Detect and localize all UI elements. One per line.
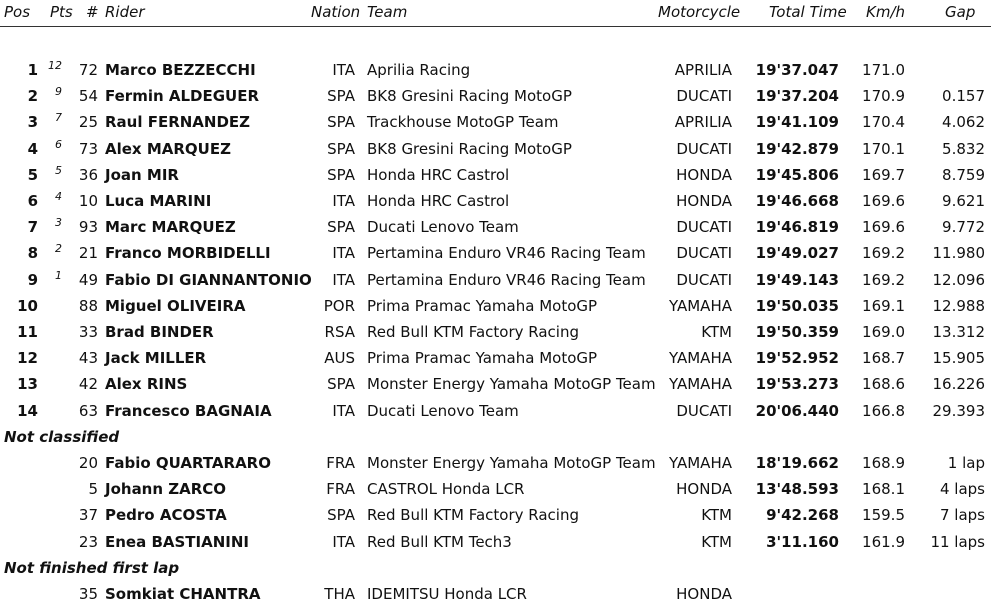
cell-team: Pertamina Enduro VR46 Racing Team [367,244,646,262]
cell-gap: 5.832 [942,140,985,158]
cell-nation: SPA [327,113,355,131]
cell-rider: Enea BASTIANINI [105,533,249,551]
cell-motorcycle: KTM [701,323,732,341]
cell-total-time: 3'11.160 [766,533,839,551]
cell-nation: ITA [332,61,355,79]
cell-nation: ITA [332,402,355,420]
cell-kmh: 169.0 [862,323,905,341]
cell-points: 6 [55,138,62,151]
cell-rider: Alex RINS [105,375,188,393]
cell-nation: SPA [327,506,355,524]
table-row [0,476,991,502]
cell-number: 5 [88,480,98,498]
cell-nation: FRA [326,454,355,472]
cell-pos: 11 [17,323,38,341]
cell-gap: 13.312 [932,323,985,341]
cell-motorcycle: APRILIA [674,113,732,131]
cell-kmh: 169.2 [862,271,905,289]
cell-team: BK8 Gresini Racing MotoGP [367,140,572,158]
cell-points: 5 [55,164,62,177]
cell-motorcycle: HONDA [676,585,732,603]
cell-rider: Jack MILLER [105,349,207,367]
cell-total-time: 19'50.035 [755,297,839,315]
cell-points: 3 [55,216,62,229]
cell-pos: 13 [17,375,38,393]
cell-nation: SPA [327,218,355,236]
cell-number: 25 [78,113,98,131]
cell-pos: 7 [27,218,38,236]
cell-total-time: 19'52.952 [755,349,839,367]
cell-number: 10 [78,192,98,210]
cell-number: 88 [78,297,98,315]
header-rider: Rider [105,3,145,21]
cell-points: 9 [55,85,62,98]
cell-kmh: 169.2 [862,244,905,262]
cell-rider: Franco MORBIDELLI [105,244,271,262]
cell-nation: SPA [327,87,355,105]
cell-rider: Pedro ACOSTA [105,506,227,524]
cell-team: Red Bull KTM Tech3 [367,533,512,551]
cell-gap: 8.759 [942,166,985,184]
cell-gap: 15.905 [932,349,985,367]
cell-total-time: 20'06.440 [755,402,839,420]
results-table-header [0,0,991,27]
cell-nation: FRA [326,480,355,498]
cell-kmh: 166.8 [862,402,905,420]
cell-number: 63 [78,402,98,420]
cell-gap: 9.772 [942,218,985,236]
cell-gap: 4.062 [942,113,985,131]
cell-kmh: 168.6 [862,375,905,393]
table-row [0,529,991,555]
cell-pos: 8 [27,244,38,262]
cell-nation: AUS [324,349,355,367]
cell-gap: 12.988 [932,297,985,315]
cell-kmh: 159.5 [862,506,905,524]
cell-number: 20 [78,454,98,472]
cell-rider: Fermin ALDEGUER [105,87,260,105]
cell-kmh: 169.1 [862,297,905,315]
cell-total-time: 9'42.268 [766,506,839,524]
cell-total-time: 19'41.109 [755,113,839,131]
cell-rider: Marco BEZZECCHI [105,61,256,79]
table-row [0,371,991,397]
section-not-finished-first-lap: Not finished first lap [4,559,180,577]
table-row [0,319,991,345]
cell-nation: POR [323,297,355,315]
cell-gap: 11 laps [930,533,985,551]
cell-number: 21 [78,244,98,262]
cell-kmh: 168.9 [862,454,905,472]
cell-motorcycle: DUCATI [676,87,732,105]
cell-gap: 0.157 [942,87,985,105]
header-motorcycle: Motorcycle [658,3,741,21]
cell-nation: ITA [332,533,355,551]
cell-points: 4 [55,190,62,203]
cell-total-time: 18'19.662 [755,454,839,472]
cell-motorcycle: DUCATI [676,218,732,236]
cell-number: 43 [78,349,98,367]
cell-nation: ITA [332,192,355,210]
cell-motorcycle: DUCATI [676,271,732,289]
cell-team: Ducati Lenovo Team [367,402,519,420]
cell-points: 1 [55,269,62,282]
cell-gap: 9.621 [942,192,985,210]
cell-rider: Joan MIR [105,166,179,184]
cell-rider: Luca MARINI [105,192,212,210]
cell-motorcycle: KTM [701,506,732,524]
cell-gap: 7 laps [939,506,985,524]
cell-team: Monster Energy Yamaha MotoGP Team [367,375,656,393]
cell-number: 36 [78,166,98,184]
cell-kmh: 169.7 [862,166,905,184]
cell-nation: ITA [332,244,355,262]
table-row [0,267,991,293]
cell-team: Red Bull KTM Factory Racing [367,323,579,341]
cell-pos: 12 [17,349,38,367]
cell-rider: Miguel OLIVEIRA [105,297,246,315]
cell-rider: Brad BINDER [105,323,214,341]
cell-motorcycle: YAMAHA [668,297,732,315]
cell-motorcycle: YAMAHA [668,454,732,472]
cell-number: 93 [78,218,98,236]
cell-motorcycle: YAMAHA [668,349,732,367]
cell-team: Prima Pramac Yamaha MotoGP [367,349,598,367]
cell-total-time: 19'53.273 [755,375,839,393]
cell-nation: SPA [327,140,355,158]
cell-motorcycle: APRILIA [674,61,732,79]
cell-pos: 14 [17,402,38,420]
cell-rider: Alex MARQUEZ [105,140,231,158]
cell-number: 54 [78,87,98,105]
table-row [0,581,991,607]
cell-pos: 2 [27,87,38,105]
table-row [0,398,991,424]
cell-team: Aprilia Racing [367,61,471,79]
cell-rider: Fabio QUARTARARO [105,454,271,472]
cell-kmh: 168.7 [862,349,905,367]
header-pts: Pts [50,3,73,21]
cell-points: 2 [55,242,62,255]
cell-gap: 12.096 [932,271,985,289]
cell-number: 33 [78,323,98,341]
section-not-classified: Not classified [4,428,120,446]
cell-team: Honda HRC Castrol [367,192,510,210]
cell-total-time: 19'37.047 [755,61,839,79]
cell-motorcycle: DUCATI [676,244,732,262]
cell-motorcycle: KTM [701,533,732,551]
cell-team: CASTROL Honda LCR [367,480,525,498]
cell-motorcycle: DUCATI [676,140,732,158]
cell-nation: ITA [332,271,355,289]
header-kmh: Km/h [866,3,906,21]
cell-gap: 11.980 [932,244,985,262]
cell-total-time: 19'45.806 [755,166,839,184]
cell-team: IDEMITSU Honda LCR [367,585,527,603]
cell-motorcycle: DUCATI [676,402,732,420]
cell-nation: SPA [327,166,355,184]
cell-kmh: 171.0 [862,61,905,79]
cell-total-time: 19'46.668 [755,192,839,210]
table-row [0,502,991,528]
header-team: Team [367,3,408,21]
header-pos: Pos [4,3,31,21]
table-row [0,136,991,162]
cell-number: 72 [78,61,98,79]
cell-pos: 4 [27,140,38,158]
cell-rider: Somkiat CHANTRA [105,585,261,603]
table-row [0,214,991,240]
cell-number: 49 [78,271,98,289]
header-total-time: Total Time [769,3,847,21]
cell-total-time: 19'49.143 [755,271,839,289]
cell-kmh: 170.9 [862,87,905,105]
table-row [0,293,991,319]
cell-kmh: 168.1 [862,480,905,498]
table-row [0,345,991,371]
cell-kmh: 170.4 [862,113,905,131]
cell-motorcycle: HONDA [676,166,732,184]
cell-kmh: 161.9 [862,533,905,551]
header-num: # [86,3,99,21]
cell-rider: Francesco BAGNAIA [105,402,272,420]
cell-nation: SPA [327,375,355,393]
table-row [0,240,991,266]
cell-gap: 4 laps [939,480,985,498]
table-row [0,83,991,109]
cell-team: Red Bull KTM Factory Racing [367,506,579,524]
cell-motorcycle: YAMAHA [668,375,732,393]
cell-rider: Johann ZARCO [105,480,227,498]
cell-nation: RSA [324,323,355,341]
cell-team: Pertamina Enduro VR46 Racing Team [367,271,646,289]
cell-team: Honda HRC Castrol [367,166,510,184]
cell-pos: 5 [27,166,38,184]
cell-pos: 6 [27,192,38,210]
cell-number: 42 [78,375,98,393]
cell-number: 73 [78,140,98,158]
cell-gap: 29.393 [932,402,985,420]
cell-rider: Fabio DI GIANNANTONIO [105,271,312,289]
header-nation: Nation [311,3,361,21]
cell-total-time: 19'50.359 [755,323,839,341]
cell-total-time: 19'46.819 [755,218,839,236]
cell-team: Prima Pramac Yamaha MotoGP [367,297,598,315]
cell-motorcycle: HONDA [676,192,732,210]
cell-kmh: 170.1 [862,140,905,158]
cell-number: 37 [78,506,98,524]
table-row [0,450,991,476]
table-row [0,188,991,214]
cell-total-time: 13'48.593 [755,480,839,498]
cell-total-time: 19'37.204 [755,87,839,105]
cell-pos: 9 [27,271,38,289]
cell-gap: 16.226 [932,375,985,393]
cell-total-time: 19'42.879 [755,140,839,158]
cell-team: Ducati Lenovo Team [367,218,519,236]
cell-motorcycle: HONDA [676,480,732,498]
cell-pos: 10 [17,297,38,315]
cell-pos: 3 [27,113,38,131]
cell-rider: Raul FERNANDEZ [105,113,251,131]
cell-number: 23 [78,533,98,551]
table-row [0,162,991,188]
cell-team: Monster Energy Yamaha MotoGP Team [367,454,656,472]
cell-team: BK8 Gresini Racing MotoGP [367,87,572,105]
cell-points: 12 [48,59,62,72]
cell-rider: Marc MARQUEZ [105,218,236,236]
table-row [0,57,991,83]
cell-points: 7 [55,111,62,124]
cell-total-time: 19'49.027 [755,244,839,262]
table-row [0,109,991,135]
cell-kmh: 169.6 [862,218,905,236]
cell-pos: 1 [27,61,38,79]
header-gap: Gap [945,3,976,21]
cell-team: Trackhouse MotoGP Team [367,113,559,131]
cell-gap: 1 lap [947,454,985,472]
cell-kmh: 169.6 [862,192,905,210]
cell-nation: THA [324,585,355,603]
cell-number: 35 [78,585,98,603]
